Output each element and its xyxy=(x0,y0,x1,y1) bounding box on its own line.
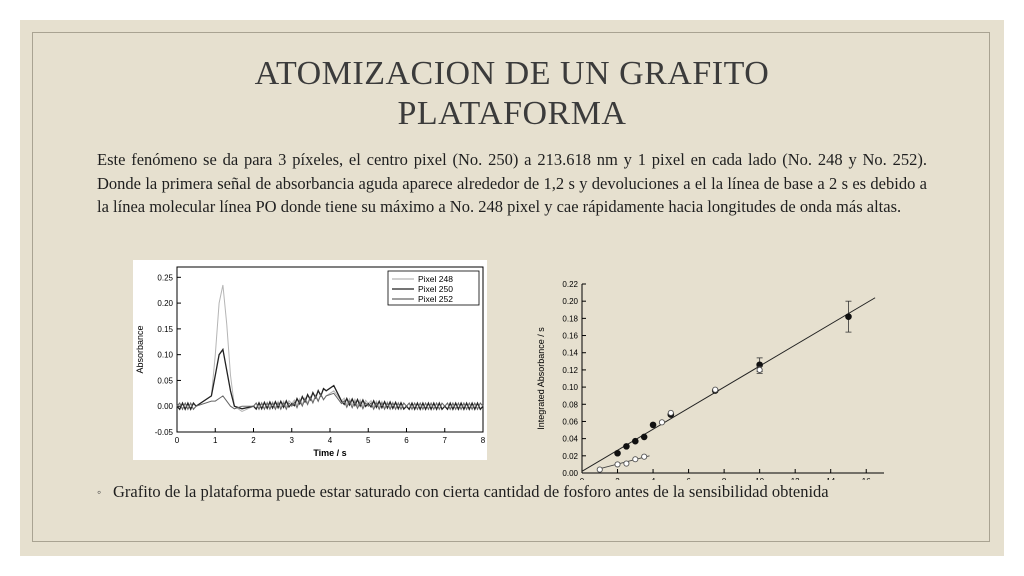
bullet-text: Grafito de la plataforma puede estar saturado con cierta cantidad de fosforo antes de la sensibilidad obtenida xyxy=(113,482,829,501)
legend-label: Pixel 248 xyxy=(418,274,453,284)
data-point-filled xyxy=(624,444,630,450)
y-axis-label: Absorbance xyxy=(135,325,145,374)
y-tick-label: 0.25 xyxy=(157,273,173,283)
slide-title-line-1: ATOMIZACION DE UN GRAFITO xyxy=(254,55,770,92)
data-point-filled xyxy=(615,450,621,456)
x-tick-label: 2 xyxy=(251,436,256,445)
y-tick-label: 0.00 xyxy=(562,469,578,478)
data-point-filled xyxy=(846,314,852,320)
data-point-open xyxy=(633,457,638,462)
data-point-open xyxy=(713,387,718,392)
y-tick-label: 0.06 xyxy=(562,417,578,427)
y-tick-label: 0.04 xyxy=(562,434,578,444)
y-tick-label: 0.10 xyxy=(157,350,173,360)
x-tick-label: 5 xyxy=(366,436,371,445)
x-tick-label xyxy=(722,477,727,480)
y-tick-label: 0.18 xyxy=(562,314,578,324)
y-tick-label: 0.20 xyxy=(562,297,578,307)
x-tick-label xyxy=(755,477,764,480)
x-tick-label xyxy=(615,477,620,480)
data-point-filled xyxy=(632,438,638,444)
x-tick-label xyxy=(580,477,585,480)
x-tick-label: 7 xyxy=(442,436,447,445)
body-paragraph: Este fenómeno se da para 3 píxeles, el centro pixel (No. 250) a 213.618 nm y 1 pixel en cada lado (No. 248 y No. 252). Donde la primera señal de absorbancia aguda aparece alrededor de 1,2 s y devoluciones a el la línea de base a 2 s es debido a la línea molecular línea PO donde tiene su máximo a No. 248 pixel y cae rápidamente hacia longitudes de onda más altas. xyxy=(97,150,927,216)
x-axis-label: Time / s xyxy=(313,448,347,458)
data-point-open xyxy=(642,454,647,459)
x-tick-label: 4 xyxy=(327,436,333,445)
x-tick-label: 6 xyxy=(404,436,409,445)
data-point-filled xyxy=(650,422,656,428)
data-point-open xyxy=(615,462,620,467)
legend-label: Pixel 250 xyxy=(418,284,453,294)
y-axis-label: Integrated Absorbance / s xyxy=(536,327,546,430)
data-point-open xyxy=(757,367,762,372)
y-tick-label: 0.00 xyxy=(157,402,173,412)
y-tick-label: 0.10 xyxy=(562,383,578,393)
data-point-filled xyxy=(641,434,647,440)
x-tick-label xyxy=(686,477,691,480)
y-tick-label: -0.05 xyxy=(154,428,173,437)
bullet-item xyxy=(97,481,957,503)
y-tick-label: 0.22 xyxy=(562,280,578,289)
x-tick-label: 8 xyxy=(480,436,486,445)
y-tick-label: 0.16 xyxy=(562,331,578,341)
y-tick-label: 0.05 xyxy=(157,376,173,386)
data-point-open xyxy=(597,467,602,472)
slide-title-line-2: PLATAFORMA xyxy=(397,95,627,132)
series-line-pixel-250 xyxy=(177,350,483,410)
x-tick-label: 3 xyxy=(289,436,294,445)
x-tick-label: 1 xyxy=(213,436,218,445)
calibration-chart xyxy=(512,258,894,480)
data-point-open xyxy=(624,461,629,466)
y-tick-label: 0.02 xyxy=(562,451,578,461)
y-tick-label: 0.14 xyxy=(562,348,578,358)
x-tick-label xyxy=(651,477,656,480)
y-tick-label: 0.08 xyxy=(562,400,578,410)
data-point-open xyxy=(659,420,664,425)
data-point-open xyxy=(668,410,673,415)
x-tick-label xyxy=(862,477,871,480)
slide xyxy=(20,20,1004,556)
y-tick-label: 0.15 xyxy=(157,324,173,334)
absorbance-time-chart xyxy=(133,260,487,460)
absorbance-time-chart-svg xyxy=(133,260,487,460)
slide-title xyxy=(20,54,1004,134)
x-tick-label: 0 xyxy=(174,436,180,445)
x-tick-label xyxy=(826,477,835,480)
x-tick-label xyxy=(791,477,800,480)
legend-label: Pixel 252 xyxy=(418,294,453,304)
y-tick-label: 0.12 xyxy=(562,365,578,375)
bullet-icon: ◦ xyxy=(97,485,102,499)
y-tick-label: 0.20 xyxy=(157,299,173,309)
calibration-chart-svg xyxy=(512,258,894,480)
